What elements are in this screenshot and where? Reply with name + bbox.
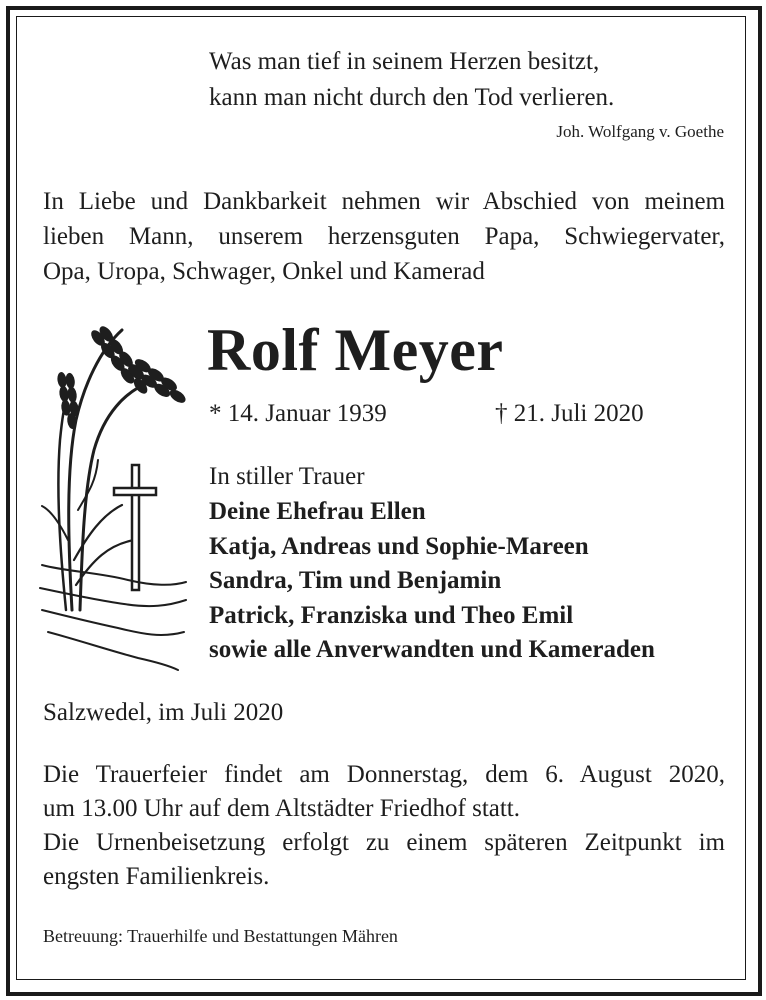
mourner-line: Katja, Andreas und Sophie-Mareen [209, 532, 589, 560]
service-line-1: Die Trauerfeier findet am Donnerstag, dem 6. August 2020, [43, 761, 725, 788]
death-date: † 21. Juli 2020 [495, 400, 644, 427]
deceased-name: Rolf Meyer [207, 317, 504, 383]
intro-line-2: lieben Mann, unserem herzensguten Papa, Schwiegervater, [43, 223, 725, 250]
wheat-cross-icon [38, 310, 188, 680]
mourning-label: In stiller Trauer [209, 463, 365, 490]
mourner-line: Patrick, Franziska und Theo Emil [209, 601, 574, 629]
place-and-date: Salzwedel, im Juli 2020 [43, 699, 284, 726]
mourner-line: sowie alle Anverwandten und Kameraden [209, 636, 655, 663]
funeral-home-credit: Betreuung: Trauerhilfe und Bestattungen Mähren [43, 926, 398, 946]
service-details [43, 758, 725, 894]
intro-text [43, 184, 725, 254]
quote-line-2: kann man nicht durch den Tod verlieren. [209, 84, 615, 111]
mourner-line: Sandra, Tim und Benjamin [209, 567, 502, 594]
quote-line-1: Was man tief in seinem Herzen besitzt, [209, 48, 600, 75]
mourner-line: Deine Ehefrau Ellen [209, 498, 426, 525]
birth-date: * 14. Januar 1939 [209, 400, 387, 427]
service-line-4: engsten Familienkreis. [43, 863, 270, 890]
intro-line-1: In Liebe und Dankbarkeit nehmen wir Abschied von meinem [43, 188, 725, 215]
intro-line-3: Opa, Uropa, Schwager, Onkel und Kamerad [43, 258, 485, 285]
goethe-quote [209, 44, 669, 116]
service-line-3: Die Urnenbeisetzung erfolgt zu einem späteren Zeitpunkt im [43, 829, 725, 856]
quote-author: Joh. Wolfgang v. Goethe [556, 122, 724, 141]
mourners-list [209, 495, 655, 668]
service-line-2: um 13.00 Uhr auf dem Altstädter Friedhof statt. [43, 795, 521, 822]
